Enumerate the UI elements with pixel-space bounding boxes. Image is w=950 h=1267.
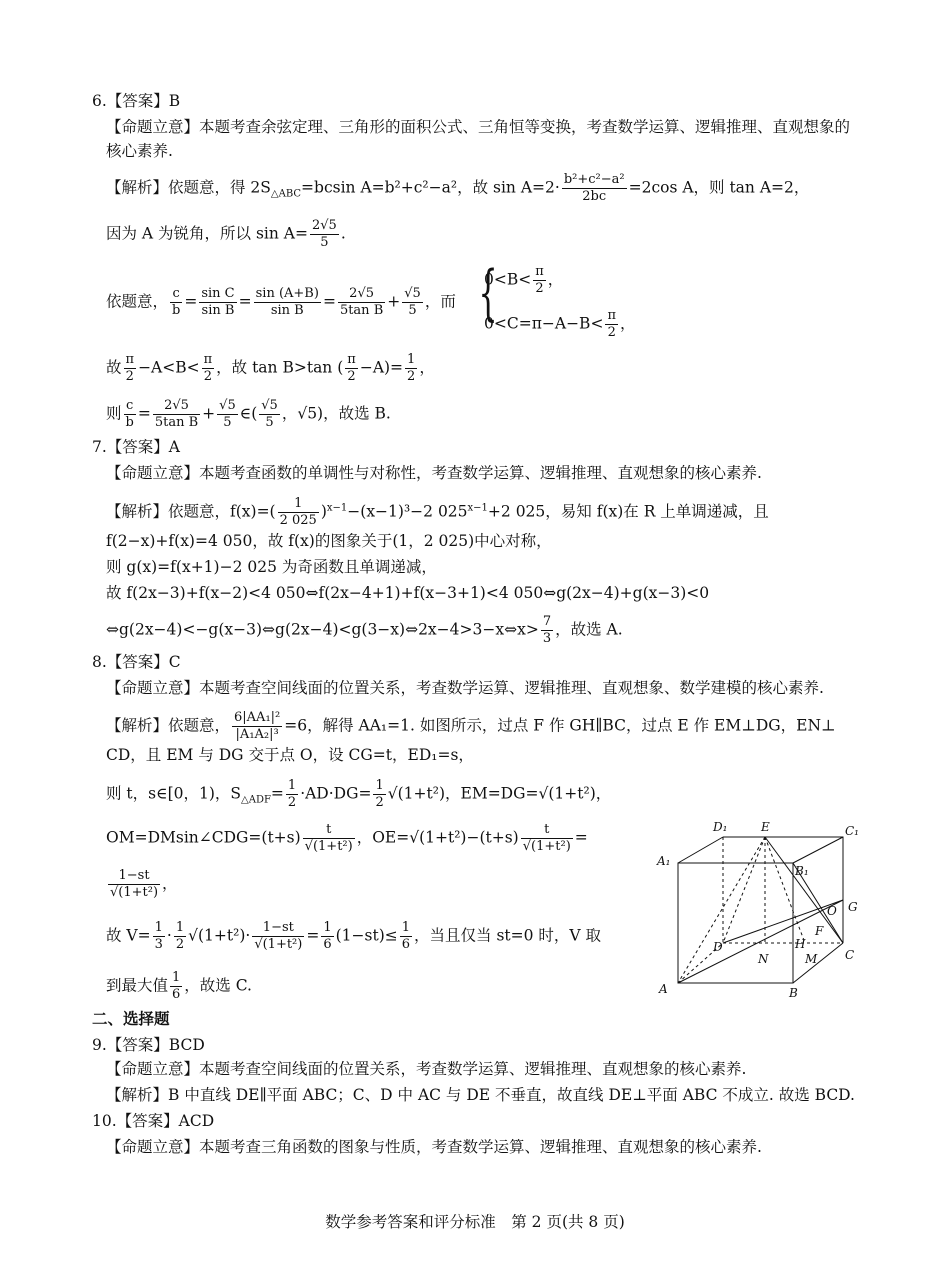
q9-answer: 9.【答案】BCD <box>92 1036 205 1054</box>
line-ED <box>723 837 765 943</box>
q9-solution: 【解析】B 中直线 DE∥平面 ABC；C、D 中 AC 与 DE 不垂直，故直线 DE⊥平面 ABC 不成立. 故选 BCD. <box>106 1086 855 1104</box>
label-H: H <box>795 937 806 951</box>
label-B1: B₁ <box>795 864 809 878</box>
q8-solution-line-4: OM=DMsin∠CDG=(t+s) $\frac{t}{\text{√(1+t²)}}$ ，OE=√(1+t²)−(t+s) $\frac{t}{\text{√(1+t²)}}$ = <box>106 822 588 854</box>
label-G: G <box>848 900 858 914</box>
q6-intent-2: 核心素养. <box>106 142 173 160</box>
q8-solution-line-5: $\frac{1-st}{\text{√(1+t²)}}$ ， <box>110 868 178 900</box>
q10-intent: 【命题立意】本题考查三角函数的图象与性质，考查数学运算、逻辑推理、直观想象的核心素养. <box>106 1138 762 1156</box>
label-F: F <box>815 924 824 938</box>
label-M: M <box>805 952 818 966</box>
front-face <box>678 863 793 983</box>
q10-answer: 10.【答案】ACD <box>92 1112 215 1130</box>
label-C: C <box>845 948 855 962</box>
q6-solution-line-1: 【解析】依题意，得 $2S_{\triangle ABC}=bcsin$ A=b²+c²−a²，故 sin A=2· $\frac{\text{b²+c²−a²}}{2bc}$ =2cos A，则 tan A=2， <box>106 172 810 204</box>
q7-solution-line-2: f(2−x)+f(x)=4 050，故 f(x)的图象关于(1，2 025)中心对称， <box>106 532 552 550</box>
page-footer: 数学参考答案和评分标准 第 2 页(共 8 页) <box>325 1213 625 1231</box>
cube-figure <box>655 815 870 1005</box>
q7-answer: 7.【答案】A <box>92 438 180 456</box>
q6-answer: 6.【答案】B <box>92 92 181 110</box>
q7-solution-line-1: 【解析】依题意，f(x)=( $\frac{1}{2 025}$ )$^{x-1}$−(x−1)³−2 $025^{x-1}+2$ 025，易知 f(x)在 R 上单调递减，且 <box>106 496 769 528</box>
label-D: D <box>713 940 723 954</box>
label-A: A <box>659 982 668 996</box>
section-2-title: 二、选择题 <box>92 1009 170 1028</box>
q8-solution-line-1: 【解析】依题意， $\frac{\text{6|AA₁|²}}{\text{|A₁A₂|³}}$ =6，解得 AA₁=1. 如图所示，过点 F 作 GH∥BC，过点 E 作 EM⊥DG，EN⊥ <box>106 710 836 742</box>
label-A1: A₁ <box>657 854 671 868</box>
q8-answer: 8.【答案】C <box>92 653 181 671</box>
line-DG <box>723 900 843 943</box>
label-E: E <box>761 820 770 834</box>
case-brace: { <box>478 258 498 328</box>
q8-solution-line-6: 故 V= $\frac{1}{3}$ · $\frac{1}{2}$ √(1+t²)· $\frac{1-st}{\text{√(1+t²)}}$ = $\frac{1}{6}$ (1−st)≤ $\frac{1}{6}$ ，当且仅当 st=0 时，V 取 <box>106 920 602 952</box>
edge-A1D1 <box>678 837 723 863</box>
label-N: N <box>758 952 769 966</box>
line-EC <box>765 837 843 943</box>
edge-B1C1 <box>793 837 843 863</box>
q8-solution-line-3: 则 t，s∈[0，1)，$S_{\triangle ADF}=$ $\frac{1}{2}$ ·AD·DG= $\frac{1}{2}$ √(1+t²)，EM=DG=√(1+t²)， <box>106 778 612 810</box>
q8-solution-line-7: 到最大值 $\frac{1}{6}$ ，故选 C. <box>106 970 252 1002</box>
back-face-edges <box>723 837 843 943</box>
label-O: O <box>827 904 837 918</box>
q6-case-2: 0<C=π−A−B< $\frac{\pi}{2}$ ， <box>484 308 636 340</box>
q6-solution-line-2: 因为 A 为锐角，所以 sin A= $\frac{2√5}{5}$ . <box>106 218 346 250</box>
q8-solution-line-2: CD，且 EM 与 DG 交于点 O，设 CG=t，ED₁=s， <box>106 746 474 764</box>
q6-solution-line-3: 依题意， $\frac{c}{b}$ = $\frac{\text{sin C}}{\text{sin B}}$ = $\frac{\sin (A+B)}{\text{sin B}}$ = $\frac{2√5}{\text{5tan B}}$ + $\frac{√5}{5}$ ，而 <box>106 286 456 318</box>
q7-intent: 【命题立意】本题考查函数的单调性与对称性，考查数学运算、逻辑推理、直观想象的核心素养. <box>106 464 762 482</box>
label-C1: C₁ <box>845 824 859 838</box>
q8-intent: 【命题立意】本题考查空间线面的位置关系，考查数学运算、逻辑推理、直观想象、数学建模的核心素养. <box>106 679 824 697</box>
q6-solution-line-5: 则 $\frac{c}{b}$ = $\frac{2√5}{\text{5tan B}}$ + $\frac{√5}{5}$ ∈( $\frac{√5}{5}$ ，√5)，故选 B. <box>106 398 391 430</box>
q6-intent: 【命题立意】本题考查余弦定理、三角形的面积公式、三角恒等变换，考查数学运算、逻辑推理、直观想象的 <box>106 118 851 136</box>
label-B: B <box>789 986 798 1000</box>
q7-solution-line-5: ⇔g(2x−4)<−g(x−3)⇔g(2x−4)<g(3−x)⇔2x−4>3−x⇔x> $\frac{7}{3}$ ，故选 A. <box>106 614 623 646</box>
q6-case-1: 0<B< $\frac{\pi}{2}$ ， <box>484 264 564 296</box>
label-D1: D₁ <box>713 820 728 834</box>
q7-solution-line-3: 则 g(x)=f(x+1)−2 025 为奇函数且单调递减， <box>106 558 437 576</box>
q9-intent: 【命题立意】本题考查空间线面的位置关系，考查数学运算、逻辑推理、直观想象的核心素养. <box>106 1060 747 1078</box>
line-EM <box>765 837 805 943</box>
q6-solution-line-4: 故 $\frac{\pi}{2}$ −A<B< $\frac{\pi}{2}$ ，故 tan B>tan ( $\frac{\pi}{2}$ −A)= $\frac{1}{2}$ ， <box>106 352 435 384</box>
q7-solution-line-4: 故 f(2x−3)+f(x−2)<4 050⇔f(2x−4+1)+f(x−3+1)<4 050⇔g(2x−4)+g(x−3)<0 <box>106 584 710 602</box>
